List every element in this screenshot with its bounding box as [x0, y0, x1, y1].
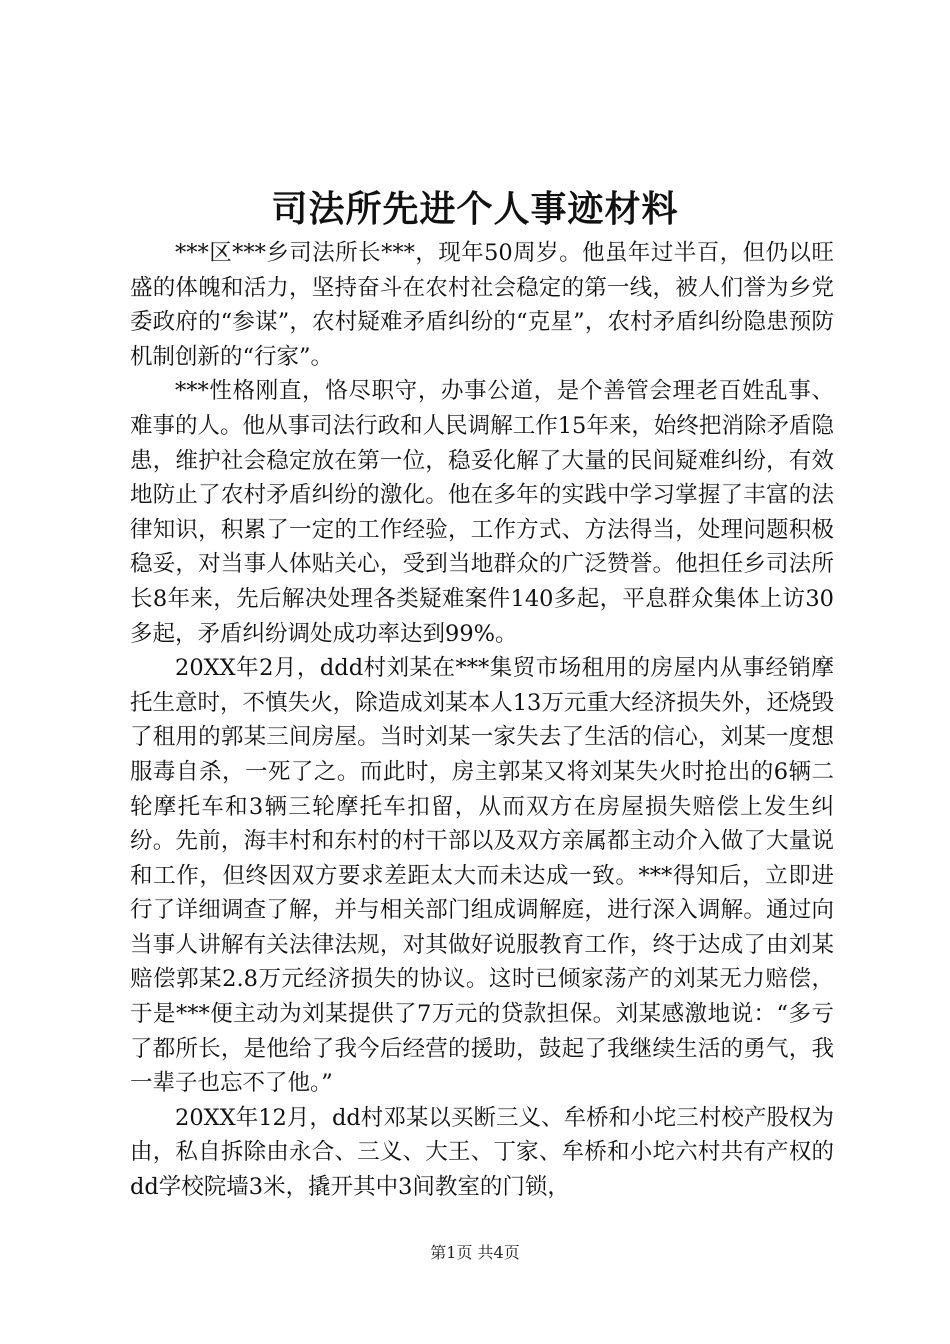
paragraph-case-school: 20XX年12月，dd村邓某以买断三义、牟桥和小坨三村校产股权为由，私自拆除由永合、三义、大王、丁家、牟桥和小坨六村共有产权的dd学校院墙3米，撬开其中3间教室的门锁，	[130, 1104, 834, 1201]
paragraph-intro: ***区***乡司法所长***，现年50周岁。他虽年过半百，但仍以旺盛的体魄和活力，坚持奋斗在农村社会稳定的第一线，被人们誉为乡党委政府的“参谋”，农村疑难矛盾纠纷的“克星”，农村矛盾纠纷隐患预防机制创新的“行家”。	[130, 240, 834, 370]
paragraph-case-fire: 20XX年2月，ddd村刘某在***集贸市场租用的房屋内从事经销摩托生意时，不慎失火，除造成刘某本人13万元重大经济损失外，还烧毁了租用的郭某三间房屋。当时刘某一家失去了生活的信心，刘某一度想服毒自杀，一死了之。而此时，房主郭某又将刘某失火时抢出的6辆二轮摩托车和3辆三轮摩托车扣留，从而双方在房屋损失赔偿上发生纠纷。先前，海丰村和东村的村干部以及双方亲属都主动介入做了大量说和工作，但终因双方要求差距太大而未达成一致。***得知后，立即进行了详细调查了解，并与相关部门组成调解庭，进行深入调解。通过向当事人讲解有关法律法规，对其做好说服教育工作，终于达成了由刘某赔偿郭某2.8万元经济损失的协议。这时已倾家荡产的刘某无力赔偿，于是***便主动为刘某提供了7万元的贷款担保。刘某感激地说：“多亏了都所长，是他给了我今后经营的援助，鼓起了我继续生活的勇气，我一辈子也忘不了他。”	[130, 655, 834, 1097]
document-body	[130, 236, 834, 1205]
page-number-footer: 第1页 共4页	[430, 1243, 520, 1262]
document-title: 司法所先进个人事迹材料	[271, 188, 679, 230]
paragraph-character: ***性格刚直，恪尽职守，办事公道，是个善管会理老百姓乱事、难事的人。他从事司法行政和人民调解工作15年来，始终把消除矛盾隐患，维护社会稳定放在第一位，稳妥化解了大量的民间疑难纠纷，有效地防止了农村矛盾纠纷的激化。他在多年的实践中学习掌握了丰富的法律知识，积累了一定的工作经验，工作方式、方法得当，处理问题积极稳妥，对当事人体贴关心，受到当地群众的广泛赞誉。他担任乡司法所长8年来，先后解决处理各类疑难案件140多起，平息群众集体上访30多起，矛盾纠纷调处成功率达到99%。	[130, 378, 834, 647]
